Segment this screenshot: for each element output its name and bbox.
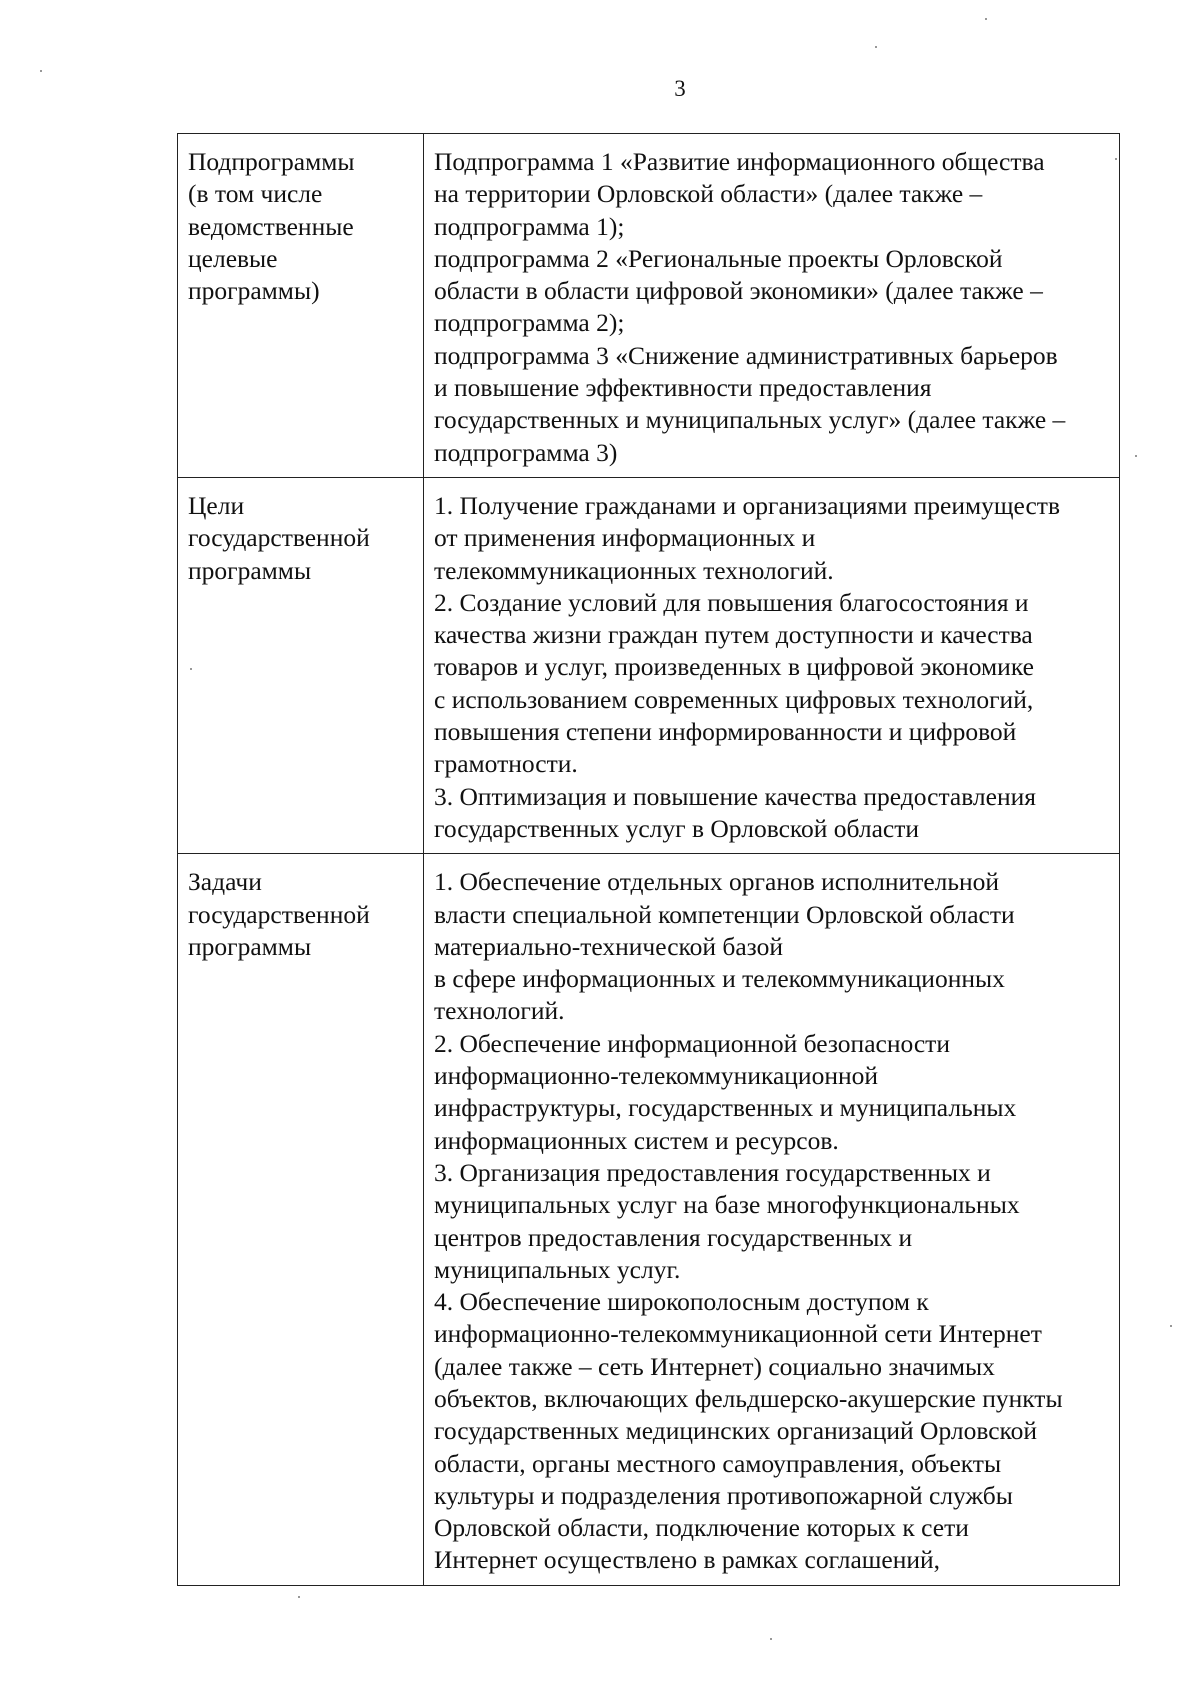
label-line: Задачи [188, 867, 262, 897]
content-line: подпрограмма 3 «Снижение административных барьеров [434, 340, 1058, 370]
scan-speck [298, 1596, 300, 1598]
content-line: области в области цифровой экономики» (далее также – [434, 276, 1043, 306]
content-line: грамотности. [434, 749, 578, 779]
label-line: (в том числе [188, 179, 323, 209]
label-line: государственной [188, 523, 370, 553]
content-line: Подпрограмма 1 «Развитие информационного общества [434, 147, 1045, 176]
content-line: с использованием современных цифровых технологий, [434, 684, 1034, 714]
scan-speck [985, 18, 987, 20]
row-content-goals [424, 477, 1120, 853]
content-line: муниципальных услуг на базе многофункциональных [434, 1190, 1020, 1220]
program-passport-table [177, 133, 1120, 1586]
content-line: 2. Обеспечение информационной безопасности [434, 1028, 950, 1058]
content-line: товаров и услуг, произведенных в цифровой экономике [434, 652, 1034, 682]
scan-speck [1170, 1325, 1172, 1327]
content-line: информационно-телекоммуникационной сети Интернет [434, 1319, 1042, 1349]
page-number: 3 [674, 76, 686, 101]
content-line: и повышение эффективности предоставления [434, 373, 932, 403]
content-line: объектов, включающих фельдшерско-акушерские пункты [434, 1383, 1063, 1413]
label-line: целевые [188, 243, 278, 273]
content-line: Интернет осуществлено в рамках соглашений, [434, 1545, 941, 1575]
label-line: программы) [188, 276, 320, 306]
scan-speck [770, 1638, 772, 1640]
table-row-goals [178, 477, 1120, 853]
row-label-tasks [178, 854, 424, 1586]
content-line: государственных и муниципальных услуг» (далее также – [434, 405, 1066, 435]
content-line: власти специальной компетенции Орловской области [434, 899, 1015, 929]
content-line: телекоммуникационных технологий. [434, 555, 834, 585]
content-line: от применения информационных и [434, 523, 816, 553]
content-line: информационно-телекоммуникационной [434, 1061, 879, 1091]
content-line: Орловской области, подключение которых к сети [434, 1513, 969, 1543]
content-line: 1. Получение гражданами и организациями преимуществ [434, 490, 1060, 520]
label-line: ведомственные [188, 211, 354, 241]
scan-speck [1115, 158, 1117, 160]
content-line: на территории Орловской области» (далее также – [434, 179, 983, 209]
table-row-tasks [178, 854, 1120, 1586]
scan-speck [40, 70, 42, 72]
content-line: материально-технической базой [434, 931, 784, 961]
label-line: Подпрограммы [188, 147, 355, 176]
row-label-goals [178, 477, 424, 853]
label-line: Цели [188, 490, 245, 520]
scan-speck [875, 46, 877, 48]
content-line: технологий. [434, 996, 565, 1026]
content-line: культуры и подразделения противопожарной службы [434, 1480, 1013, 1510]
content-line: подпрограмма 2 «Региональные проекты Орловской [434, 243, 1003, 273]
row-label-subprograms [178, 134, 424, 478]
row-content-subprograms [424, 134, 1120, 478]
content-line: инфраструктуры, государственных и муниципальных [434, 1093, 1017, 1123]
label-line: государственной [188, 899, 370, 929]
content-line: муниципальных услуг. [434, 1254, 681, 1284]
content-line: 1. Обеспечение отдельных органов исполнительной [434, 867, 1000, 897]
label-line: программы [188, 555, 312, 585]
scan-speck [190, 668, 192, 670]
content-line: повышения степени информированности и цифровой [434, 717, 1017, 747]
content-line: центров предоставления государственных и [434, 1222, 913, 1252]
label-line: программы [188, 931, 312, 961]
content-line: государственных медицинских организаций Орловской [434, 1416, 1038, 1446]
content-line: государственных услуг в Орловской области [434, 813, 920, 843]
content-line: подпрограмма 1); [434, 211, 625, 241]
content-line: подпрограмма 2); [434, 308, 625, 338]
content-line: 3. Оптимизация и повышение качества предоставления [434, 781, 1036, 811]
scan-speck [1135, 455, 1137, 457]
content-line: подпрограмма 3) [434, 437, 618, 467]
content-line: 2. Создание условий для повышения благосостояния и [434, 587, 1029, 617]
content-line: информационных систем и ресурсов. [434, 1125, 839, 1155]
content-line: качества жизни граждан путем доступности и качества [434, 620, 1033, 650]
content-line: (далее также – сеть Интернет) социально значимых [434, 1351, 995, 1381]
row-content-tasks [424, 854, 1120, 1586]
content-line: в сфере информационных и телекоммуникационных [434, 964, 1005, 994]
content-line: области, органы местного самоуправления, объекты [434, 1448, 1002, 1478]
content-line: 3. Организация предоставления государственных и [434, 1157, 991, 1187]
content-line: 4. Обеспечение широкополосным доступом к [434, 1287, 929, 1317]
table-row-subprograms [178, 134, 1120, 478]
